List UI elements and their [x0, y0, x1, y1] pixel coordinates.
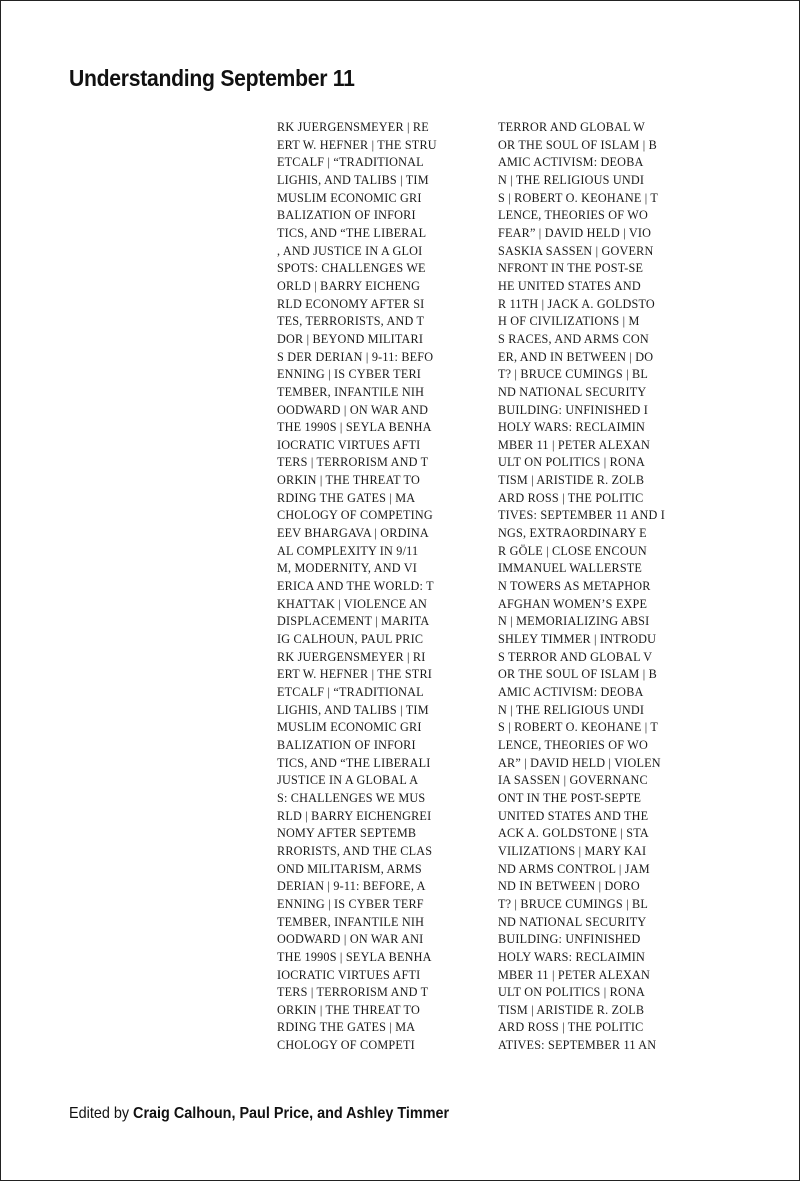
book-title: Understanding September 11	[69, 65, 355, 91]
contents-line: SHLEY TIMMER | INTRODU	[498, 632, 657, 647]
contents-line: ER, AND IN BETWEEN | DO	[498, 349, 654, 364]
contents-line: MBER 11 | PETER ALEXAN	[498, 967, 650, 982]
contents-line: TERROR AND GLOBAL W	[498, 120, 646, 134]
contents-line: ULT ON POLITICS | RONA	[498, 985, 646, 1000]
contents-line: R GÖLE | CLOSE ENCOUN	[498, 543, 647, 558]
contents-line: JUSTICE IN A GLOBAL A	[277, 773, 419, 788]
contents-line: FEAR” | DAVID HELD | VIO	[498, 225, 652, 240]
contents-line: BUILDING: UNFINISHED	[498, 932, 641, 947]
contents-line: CHOLOGY OF COMPETI	[277, 1038, 415, 1053]
contents-line: RRORISTS, AND THE CLAS	[277, 843, 433, 858]
contents-line: OND MILITARISM, ARMS	[277, 861, 422, 876]
contents-line: OR THE SOUL OF ISLAM | B	[498, 667, 657, 682]
contents-line: ACK A. GOLDSTONE | STA	[498, 826, 649, 841]
contents-line: LIGHIS, AND TALIBS | TIM	[277, 702, 429, 717]
contents-line: SPOTS: CHALLENGES WE	[277, 261, 426, 276]
contents-line: S DER DERIAN | 9-11: BEFO	[277, 349, 434, 364]
contents-line: ULT ON POLITICS | RONA	[498, 455, 646, 470]
contents-line: TISM | ARISTIDE R. ZOLB	[498, 1002, 645, 1017]
contents-line: IMMANUEL WALLERSTE	[498, 561, 643, 576]
contents-line: ND NATIONAL SECURITY	[498, 914, 647, 929]
contents-line: BALIZATION OF INFORI	[277, 208, 416, 223]
contents-line: MUSLIM ECONOMIC GRI	[277, 190, 422, 205]
contents-line: RK JUERGENSMEYER | RE	[277, 120, 429, 134]
contents-line: RDING THE GATES | MA	[277, 490, 416, 505]
contents-line: TERS | TERRORISM AND T	[277, 455, 429, 470]
contents-line: S | ROBERT O. KEOHANE | T	[498, 190, 659, 205]
contents-line: UNITED STATES AND THE	[498, 808, 649, 823]
contents-line: TES, TERRORISTS, AND T	[277, 314, 425, 329]
contents-line: CHOLOGY OF COMPETING	[277, 508, 433, 523]
contents-line: IOCRATIC VIRTUES AFTI	[277, 967, 421, 982]
contents-line: ONT IN THE POST-SEPTE	[498, 790, 642, 805]
contents-line: RK JUERGENSMEYER | RI	[277, 649, 426, 664]
contents-line: N TOWERS AS METAPHOR	[498, 579, 651, 594]
contents-line: ORKIN | THE THREAT TO	[277, 473, 420, 488]
contents-line: TICS, AND “THE LIBERALI	[277, 755, 431, 770]
contents-line: TERS | TERRORISM AND T	[277, 985, 429, 1000]
contents-line: AL COMPLEXITY IN 9/11	[277, 543, 419, 558]
contents-line: M, MODERNITY, AND VI	[277, 561, 417, 576]
contents-line: HE UNITED STATES AND	[498, 278, 641, 293]
contents-line: ND ARMS CONTROL | JAM	[498, 861, 650, 876]
editor-names: Craig Calhoun, Paul Price, and Ashley Timmer	[133, 1105, 450, 1122]
contents-line: ARD ROSS | THE POLITIC	[498, 490, 644, 505]
contents-line: AMIC ACTIVISM: DEOBA	[498, 155, 644, 170]
contents-line: IA SASSEN | GOVERNANC	[498, 773, 648, 788]
contents-line: N | THE RELIGIOUS UNDI	[498, 172, 645, 187]
contents-line: IOCRATIC VIRTUES AFTI	[277, 437, 421, 452]
contents-column-right	[498, 119, 672, 1064]
editors-credit	[69, 1105, 449, 1123]
contents-line: SASKIA SASSEN | GOVERN	[498, 243, 654, 258]
contents-line: DERIAN | 9-11: BEFORE, A	[277, 879, 426, 894]
contents-line: S TERROR AND GLOBAL V	[498, 649, 653, 664]
contents-line: NOMY AFTER SEPTEMB	[277, 826, 417, 841]
contents-line: MBER 11 | PETER ALEXAN	[498, 437, 650, 452]
contents-line: BALIZATION OF INFORI	[277, 737, 416, 752]
contents-line: LENCE, THEORIES OF WO	[498, 737, 648, 752]
contents-line: RLD | BARRY EICHENGREI	[277, 808, 432, 823]
contents-line: H OF CIVILIZATIONS | M	[498, 314, 640, 329]
contents-line: ETCALF | “TRADITIONAL	[277, 685, 424, 699]
contents-line: ND IN BETWEEN | DORO	[498, 879, 640, 894]
contents-line: DOR | BEYOND MILITARI	[277, 331, 424, 346]
contents-line: AFGHAN WOMEN’S EXPE	[498, 596, 648, 611]
contents-line: TICS, AND “THE LIBERAL	[277, 225, 427, 240]
contents-line: AMIC ACTIVISM: DEOBA	[498, 685, 644, 699]
contents-line: ETCALF | “TRADITIONAL	[277, 155, 424, 170]
contents-line: OODWARD | ON WAR ANI	[277, 932, 424, 947]
contents-line: LIGHIS, AND TALIBS | TIM	[277, 172, 429, 187]
contents-line: TISM | ARISTIDE R. ZOLB	[498, 473, 645, 488]
contents-line: ORLD | BARRY EICHENG	[277, 278, 421, 293]
contents-line: HOLY WARS: RECLAIMIN	[498, 420, 645, 435]
contents-line: IG CALHOUN, PAUL PRIC	[277, 632, 424, 647]
contents-line: ERICA AND THE WORLD: T	[277, 579, 434, 594]
contents-line: ERT W. HEFNER | THE STRU	[277, 137, 437, 152]
contents-line: ERT W. HEFNER | THE STRI	[277, 667, 433, 682]
contents-line: TIVES: SEPTEMBER 11 AND I	[498, 508, 666, 523]
contents-line: TEMBER, INFANTILE NIH	[277, 914, 425, 929]
contents-line: T? | BRUCE CUMINGS | BL	[498, 896, 648, 911]
contents-line: THE 1990S | SEYLA BENHA	[277, 949, 432, 964]
contents-line: NGS, EXTRAORDINARY E	[498, 526, 647, 541]
contents-line: HOLY WARS: RECLAIMIN	[498, 949, 645, 964]
contents-line: R 11TH | JACK A. GOLDSTO	[498, 296, 655, 311]
contents-line: N | THE RELIGIOUS UNDI	[498, 702, 645, 717]
contents-line: OODWARD | ON WAR AND	[277, 402, 429, 417]
contents-line: DISPLACEMENT | MARITA	[277, 614, 430, 629]
contents-line: NFRONT IN THE POST-SE	[498, 261, 644, 276]
contents-line: OR THE SOUL OF ISLAM | B	[498, 137, 657, 152]
contents-line: RDING THE GATES | MA	[277, 1020, 416, 1035]
contents-line: ENNING | IS CYBER TERF	[277, 896, 424, 911]
contents-line: RLD ECONOMY AFTER SI	[277, 296, 425, 311]
contents-line: ENNING | IS CYBER TERI	[277, 367, 422, 382]
contents-line: TEMBER, INFANTILE NIH	[277, 384, 425, 399]
contents-column-left	[277, 119, 445, 1064]
contents-line: LENCE, THEORIES OF WO	[498, 208, 648, 223]
contents-line: S RACES, AND ARMS CON	[498, 331, 649, 346]
contents-line: ATIVES: SEPTEMBER 11 AN	[498, 1038, 657, 1053]
contents-line: S | ROBERT O. KEOHANE | T	[498, 720, 659, 735]
contents-line: EEV BHARGAVA | ORDINA	[277, 526, 429, 541]
contents-line: , AND JUSTICE IN A GLOI	[277, 243, 423, 258]
contents-line: THE 1990S | SEYLA BENHA	[277, 420, 432, 435]
contents-line: VILIZATIONS | MARY KAI	[498, 843, 647, 858]
contents-line: T? | BRUCE CUMINGS | BL	[498, 367, 648, 382]
contents-line: MUSLIM ECONOMIC GRI	[277, 720, 422, 735]
contents-line: ORKIN | THE THREAT TO	[277, 1002, 420, 1017]
contents-line: N | MEMORIALIZING ABSI	[498, 614, 650, 629]
contents-line: KHATTAK | VIOLENCE AN	[277, 596, 427, 611]
contents-line: AR” | DAVID HELD | VIOLEN	[498, 755, 661, 770]
credit-prefix: Edited by	[69, 1105, 134, 1122]
contents-line: BUILDING: UNFINISHED I	[498, 402, 648, 417]
contents-line: S: CHALLENGES WE MUS	[277, 790, 426, 805]
contents-line: ND NATIONAL SECURITY	[498, 384, 647, 399]
contents-line: ARD ROSS | THE POLITIC	[498, 1020, 644, 1035]
